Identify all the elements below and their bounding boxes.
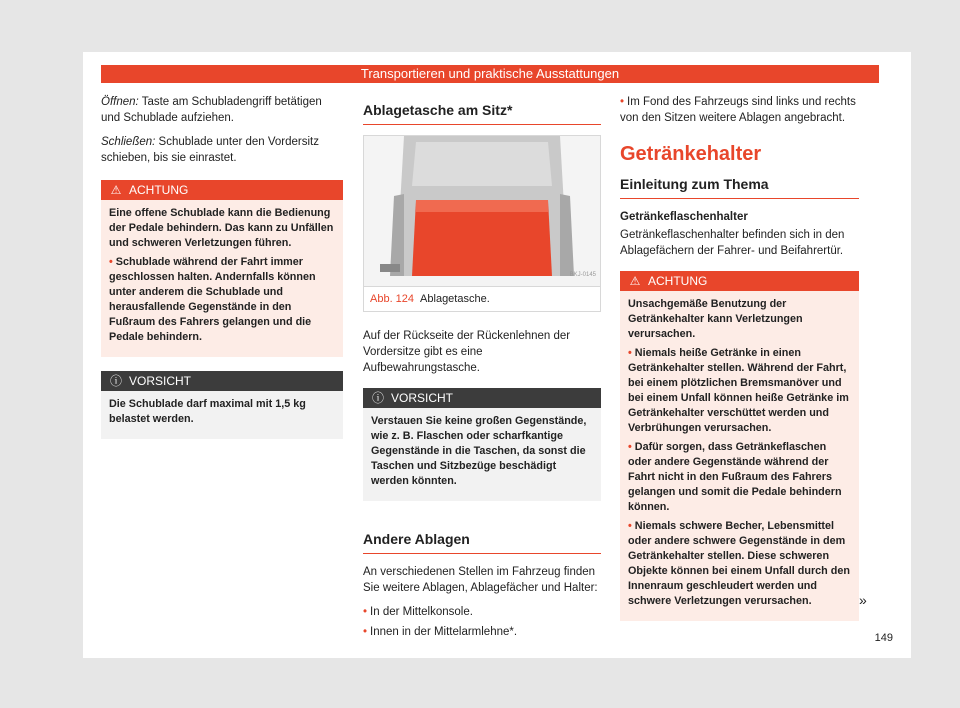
warning-bullet: • Dafür sorgen, dass Getränkeflaschen oder andere Gegenstände während der Fahrt nicht in den Fußraum des Fahrers gelangen und somit die Pedale behindern können.: [628, 441, 842, 513]
page-number: 149: [874, 632, 893, 644]
notice-body: Die Schublade darf maximal mit 1,5 kg belastet werden.: [109, 398, 306, 425]
column-middle: [363, 94, 601, 648]
bullet-icon: •: [363, 606, 368, 618]
seat-pocket-illustration: [364, 136, 600, 286]
column-left: [101, 94, 343, 439]
column-right: [620, 94, 859, 621]
warning-body-2: Unsachgemäße Benutzung der Getränkehalter kann Verletzungen verursachen. • Niemals heiße Getränke in einen Getränkehalter stellen. Während der Fahrt, bei einem plötzlichen Bremsmanöver und bei einem Unfall können heiße Getränke im Getränkehalter verschüttet werden und Verbrühungen verursachen. • Dafür sorgen, dass Getränkeflaschen oder andere Gegenstände während der Fahrt nicht in den Fußraum des Fahrers gelangen und somit die Pedale behindern können. • Niemals schwere Becher, Lebensmittel oder andere schwere Gegenstände in dem Getränkehalter stellen. Diese schweren Objekte können bei einem Unfall durch den Innenraum geschleudert werden und schwere Verletzungen verursachen.: [628, 298, 850, 607]
paragraph-ablagetasche: Auf der Rückseite der Rückenlehnen der Vordersitze gibt es eine Aufbewahrungstasche.: [363, 330, 571, 374]
continue-arrow-icon: »: [859, 592, 867, 608]
subheading-getraenkeflaschenhalter: Getränkeflaschenhalter: [620, 211, 748, 223]
warning-triangle-icon: ⚠: [629, 274, 641, 288]
notice-header-2: ⓘ VORSICHT: [363, 388, 601, 408]
page-header: Transportieren und praktische Ausstattungen: [101, 65, 879, 83]
warning-box: [101, 180, 343, 357]
figure-caption: Abb. 124 Ablagetasche.: [364, 286, 600, 311]
notice-header: ⓘ VORSICHT: [101, 371, 343, 391]
warning-header: ⚠ ACHTUNG: [101, 180, 343, 200]
bullet-icon: •: [109, 256, 113, 268]
bullet-icon: •: [620, 96, 625, 108]
warning-box-2: [620, 271, 859, 621]
paragraph-open: Öffnen: Taste am Schubladengriff betätigen und Schublade aufziehen.: [101, 96, 322, 124]
list-item: • Im Fond des Fahrzeugs sind links und rechts von den Sitzen weitere Ablagen angebracht.: [620, 96, 856, 124]
figure-code: BKJ-0145: [569, 272, 596, 278]
info-circle-icon: ⓘ: [109, 374, 122, 388]
figure-124: [363, 135, 601, 312]
bullet-icon: •: [628, 441, 632, 453]
warning-body: Eine offene Schublade kann die Bedienung der Pedale behindern. Das kann zu Unfällen und schweren Verletzungen führen. • Schublade während der Fahrt immer geschlossen halten. Andernfalls können unter anderem die Schublade und herausfallende Gegenstände in den Fußraum des Fahrers gelangen und die Pedale behindern.: [109, 207, 334, 343]
warning-bullet: • Schublade während der Fahrt immer geschlossen halten. Andernfalls können unter anderem die Schublade und herausfallende Gegenstände in den Fußraum des Fahrers gelangen und die Pedale behindern.: [109, 256, 316, 343]
section-heading-andere-ablagen: Andere Ablagen: [363, 531, 601, 554]
paragraph-getraenkeflaschenhalter: Getränkeflaschenhalter befinden sich in den Ablagefächern der Fahrer- und Beifahrertür.: [620, 229, 845, 257]
paragraph-andere-ablagen: An verschiedenen Stellen im Fahrzeug finden Sie weitere Ablagen, Ablagefächer und Halter:: [363, 566, 598, 594]
notice-body-2: Verstauen Sie keine großen Gegenstände, wie z. B. Flaschen oder scharfkantige Gegenstände in die Taschen, da sonst die Taschen und Sitzbezüge beschädigt werden könnten.: [371, 415, 587, 487]
notice-box-2: [363, 388, 601, 501]
manual-page: [83, 52, 911, 658]
chapter-title: Getränkehalter: [620, 143, 762, 165]
warning-triangle-icon: ⚠: [110, 183, 122, 197]
section-heading-ablagetasche: Ablagetasche am Sitz*: [363, 102, 601, 125]
seat-back-icon: [364, 136, 600, 286]
bullet-icon: •: [628, 520, 632, 532]
list-item: • In der Mittelkonsole.: [363, 606, 473, 618]
warning-header-2: ⚠ ACHTUNG: [620, 271, 859, 291]
bullet-icon: •: [628, 347, 632, 359]
paragraph-close: Schließen: Schublade unter den Vordersitz schieben, bis sie einrastet.: [101, 136, 320, 164]
info-circle-icon: ⓘ: [371, 391, 384, 405]
notice-box: [101, 371, 343, 439]
warning-bullet: • Niemals schwere Becher, Lebensmittel oder andere schwere Gegenstände in dem Getränkehalter stellen. Diese schweren Objekte können bei einem Unfall durch den Innenraum geschleudert werden und schwere Verletzungen verursachen.: [628, 520, 850, 607]
bullet-icon: •: [363, 626, 368, 638]
section-heading-einleitung: Einleitung zum Thema: [620, 176, 859, 199]
warning-bullet: • Niemals heiße Getränke in einen Getränkehalter stellen. Während der Fahrt, bei einem plötzlichen Bremsmanöver und bei einem Unfall können heiße Getränke im Getränkehalter verschüttet werden und Verbrühungen verursachen.: [628, 347, 849, 434]
list-item: • Innen in der Mittelarmlehne*.: [363, 626, 518, 638]
